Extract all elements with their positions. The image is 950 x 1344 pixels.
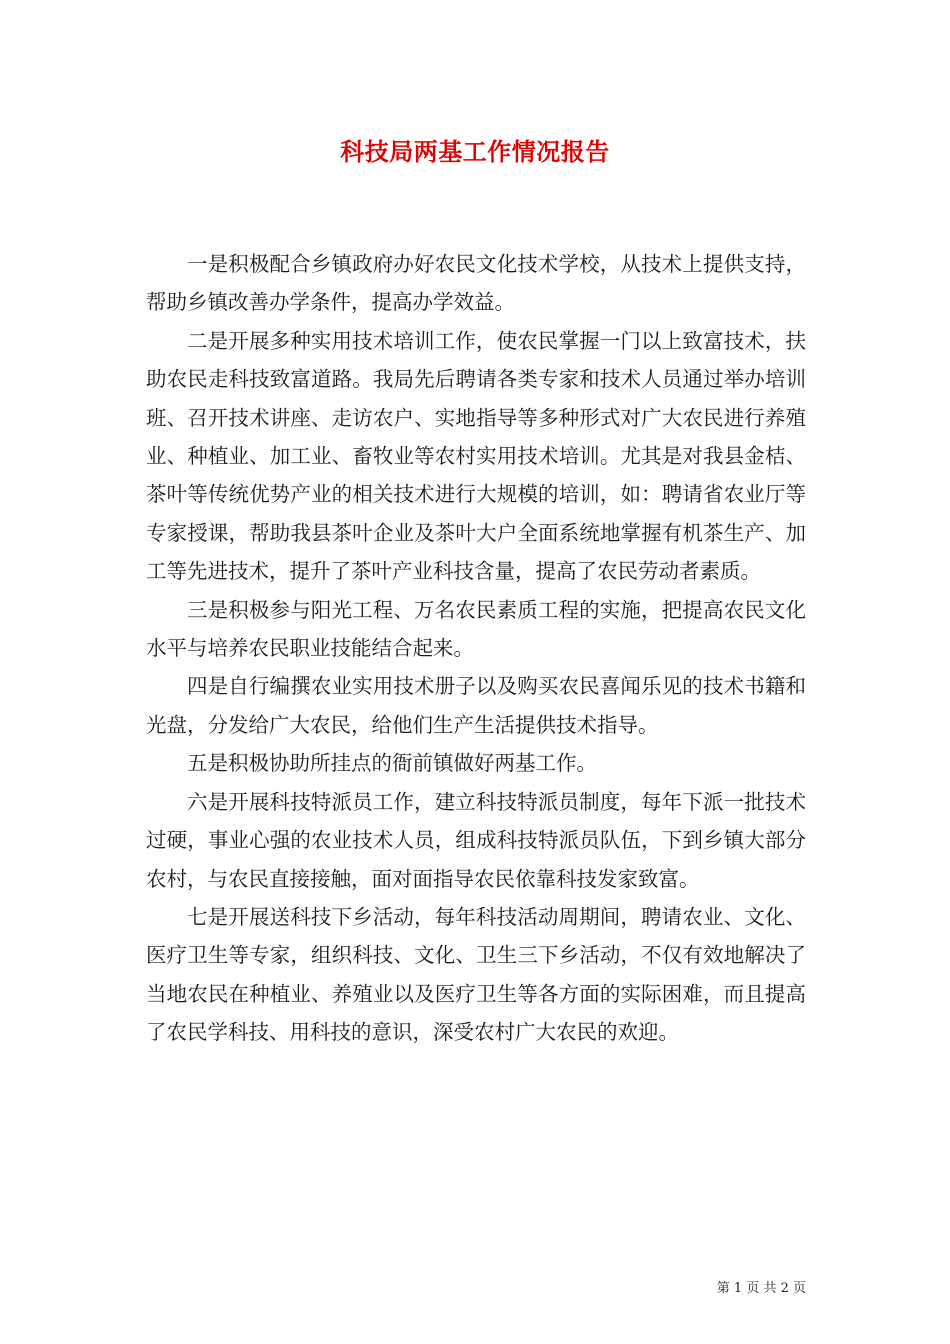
page-title: 科技局两基工作情况报告	[340, 137, 610, 166]
paragraph-2: 二是开展多种实用技术培训工作，使农民掌握一门以上致富技术，扶助农民走科技致富道路。我局先后聘请各类专家和技术人员通过举办培训班、召开技术讲座、走访农户、实地指导等多种形式对广大农民进行养殖业、种植业、加工业、畜牧业等农村实用技术培训。尤其是对我县金桔、茶叶等传统优势产业的相关技术进行大规模的培训，如：聘请省农业厅等专家授课，帮助我县茶叶企业及茶叶大户全面系统地掌握有机茶生产、加工等先进技术，提升了茶叶产业科技含量，提高了农民劳动者素质。	[146, 328, 806, 584]
page-number: 第 1 页 共 2 页	[716, 1281, 806, 1296]
paragraph-4: 四是自行编撰农业实用技术册子以及购买农民喜闻乐见的技术书籍和光盘，分发给广大农民，给他们生产生活提供技术指导。	[146, 674, 806, 737]
paragraph-7: 七是开展送科技下乡活动，每年科技活动周期间，聘请农业、文化、医疗卫生等专家，组织科技、文化、卫生三下乡活动，不仅有效地解决了当地农民在种植业、养殖业以及医疗卫生等各方面的实际困难，而且提高了农民学科技、用科技的意识，深受农村广大农民的欢迎。	[146, 904, 806, 1045]
paragraph-6: 六是开展科技特派员工作，建立科技特派员制度，每年下派一批技术过硬，事业心强的农业技术人员，组成科技特派员队伍，下到乡镇大部分农村，与农民直接接触，面对面指导农民依靠科技发家致富。	[146, 789, 806, 891]
paragraph-3: 三是积极参与阳光工程、万名农民素质工程的实施，把提高农民文化水平与培养农民职业技能结合起来。	[146, 597, 806, 661]
paragraph-5: 五是积极协助所挂点的衙前镇做好两基工作。	[187, 751, 597, 776]
paragraph-1: 一是积极配合乡镇政府办好农民文化技术学校，从技术上提供支持，帮助乡镇改善办学条件，提高办学效益。	[146, 252, 806, 315]
document-body	[146, 245, 806, 1052]
